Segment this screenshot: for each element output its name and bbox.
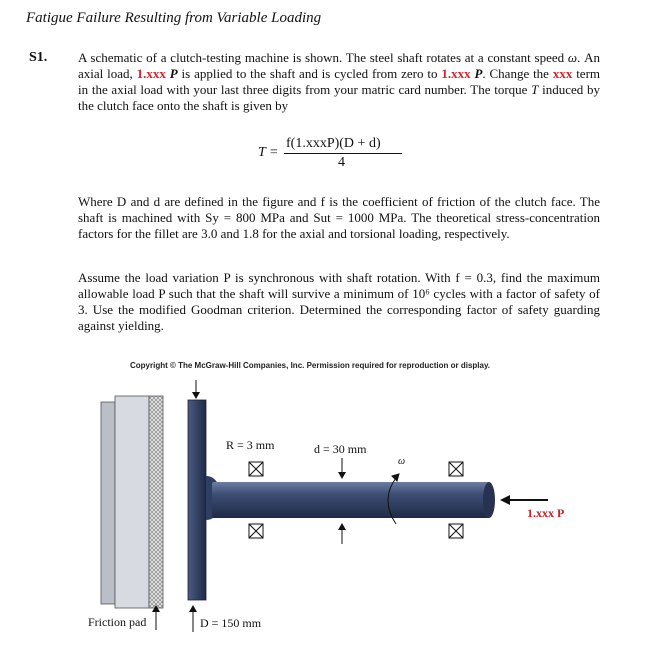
bearing-top-left [249,462,263,476]
clutch-disk [188,400,206,600]
equation-numerator: f(1.xxxP)(D + d) [286,136,381,151]
bearing-bottom-left [249,524,263,538]
question-paragraph-2: Where D and d are defined in the figure and f is the coefficient of friction of the clutch face. The shaft is machined with Sy = 800 MPa and Sut = 1000 MPa. The theoretical stress-concentration factors for the fillet are 3.0 and 1.8 for the axial and torsional loading, respectively. [78,194,600,241]
d-arrow-bottom [338,523,346,544]
copyright-notice: Copyright © The McGraw-Hill Companies, Inc. Permission required for reproduction or display. [130,361,491,370]
small-diameter-label: d = 30 mm [314,442,367,456]
page-title: Fatigue Failure Resulting from Variable Loading [26,10,322,26]
large-diameter-label: D = 150 mm [200,616,262,630]
question-number: S1. [29,50,48,65]
shaft-end [483,482,495,518]
radius-label: R = 3 mm [226,438,275,452]
question-paragraph-3: Assume the load variation P is synchronous with shaft rotation. With f = 0.3, find the maximum allowable load P such that the shaft will survive a minimum of 10⁶ cycles with a factor of safety of 3. Use the modified Goodman criterion. Determined the corresponding factor of safety guarding against yielding. [78,270,600,333]
load-label: 1.xxx P [527,506,565,520]
d-arrow-top [338,458,346,479]
friction-pad-label: Friction pad [88,615,147,629]
omega-label: ω [398,456,406,467]
bearing-top-right [449,462,463,476]
shaft [212,482,490,518]
D-arrow [189,605,197,632]
friction-pad [101,396,163,608]
friction-pad-arrow [152,605,160,630]
equation-denominator: 4 [338,155,345,170]
bearing-bottom-right [449,524,463,538]
question-paragraph-1: A schematic of a clutch-testing machine is shown. The steel shaft rotates at a constant speed ω. An axial load, 1.xxx P is applied to the shaft and is cycled from zero to 1.xxx P. Change the xxx term in the axial load with your last three digits from your matric card number. The torque T induced by the clutch face onto the shaft is given by [78,50,601,113]
equation-lhs: T = [258,145,279,160]
axial-load-arrow [500,495,548,505]
disk-force-arrow [192,380,200,399]
